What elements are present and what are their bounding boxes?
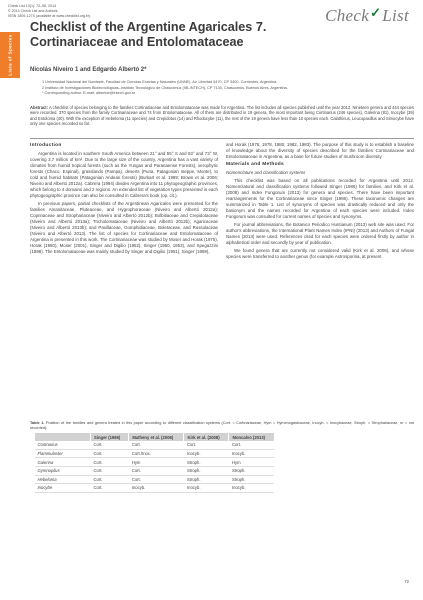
- table-cell-taxon: Inocybe: [35, 484, 91, 493]
- logo-word-check: Check: [325, 6, 370, 25]
- intro-paragraph-2: In previous papers, partial checklists of the Argentinean Agaricales were presented for the families Amanitaceae, Pluteaceae, and Hygrophoraceae (Niveiro and Albertó 2012a); Coprinaceae and Strophariaceae (Niveiro and Albertó 2012b); Bolbitiaceae and Crepidotaceae (Niveiro and Albertó 2013a); Tricholomataceae (Niveiro and Albertó 2012b); Agaricaceae (Niveiro and Albertó 2013b); and Paxillaceae, Gomphidiaceae, Boletaceae, and Russulaceae (Niveiro and Albertó 2013). The list of species for Cortinariaceae and Entolomataceae of Argentina is presented in this work. The Cortinariaceae was studied by Moser and Horak (1975), Horak (1980), Moser (2001), Singer and Digilio (1952), Singer (1950, 1953), and Spegazzini (1898). The Entolomataceae was mainly studied by Singer and Digilio (1951), Singer (1969),: [30, 201, 218, 254]
- check-mark-icon: ✓: [370, 5, 382, 20]
- table-header-cell: Kirk et al. (2008): [184, 433, 229, 441]
- affiliation-2: 2 Instituto de Investigaciones Biotecnológicas–Instituto Tecnológico de Chascomús (IIB-INTECH), CP 7130, Chascomús, Buenos Aires, Argentina.: [42, 85, 288, 90]
- article-title: Checklist of the Argentine Agaricales 7. Cortinariaceae and Entolomataceae: [30, 20, 267, 49]
- table-row: [35, 484, 275, 493]
- table-cell: Inocyb.: [229, 449, 274, 458]
- methods-subheading: Nomenclature and classification systems: [226, 170, 306, 175]
- table-row: [35, 475, 275, 484]
- journal-citation: Check List 10(1): 72–96, 2014: [8, 4, 57, 8]
- table-row: [35, 441, 275, 449]
- table-cell: Cort.: [229, 441, 274, 449]
- table-cell: Inocyb.: [129, 484, 184, 493]
- table-cell: Cort.: [91, 449, 129, 458]
- table-header-row: [35, 433, 275, 441]
- abstract: [30, 105, 414, 131]
- right-column: [226, 142, 414, 420]
- table-cell-taxon: Cortinarius: [35, 441, 91, 449]
- journal-copyright: © 2014 Check List and Authors: [8, 9, 58, 13]
- table-header-cell: Moncalvo (2013): [229, 433, 274, 441]
- table-cell: Stroph.: [229, 466, 274, 475]
- table-cell-taxon: Flammulaster: [35, 449, 91, 458]
- table-cell: Stroph.: [184, 466, 229, 475]
- page-number: 72: [404, 579, 409, 584]
- intro-paragraph-1: Argentina is located in southern South America between 21° and 55° S and 53° and 73° W, covering 3.7 million of km². Due to the large size of the country, Argentina has a vast variety of climates from humid tropical forests (such as the Yungas and Paranaense Forests), xerophytic forests (Chaco, Espinal), grasslands (Pampa), deserts (Puna, Patagonian steppe, Monte), to cold and humid habitats (Patagonian Andean forests) (Burkart et al. 1999; Brown et al. 2006; Niveiro and Albertó 2012a). Cabrera (1994) divides Argentina into 11 phytogeographic provinces, which belong to 4 domains and 2 regions. An extended list of vegetation types presented in each phytogeographic province can also be consulted in Cabrera's book (op. cit.).: [30, 151, 218, 198]
- table-cell: Cort.: [91, 475, 129, 484]
- abstract-text: A checklist of species belonging to the families Cortinariaceae and Entolomataceae was made for Argentina. The list includes all species published until the year 2012. Nineteen genera and 444 species were recorded. 370 species from the family Cortinariaceae and 74 from Entolomataceae. All of them are distributed in 19 genera, the most important being Cortinarius (246 species), Galerina (81), Inocybe (39) and Entoloma (40). With the exception of Hebeloma (11 species) and Crepidotus (14) and Rhodocybe (11), the rest of the 19 genera have less than 10 species each. Calathinus, Leucopaxillus and Simocybe have only one species recorded so far.: [30, 105, 414, 127]
- abstract-label: Abstract:: [30, 105, 48, 110]
- table-cell: Hym: [229, 458, 274, 467]
- table-cell: Cort.: [184, 441, 229, 449]
- introduction-heading: Introduction: [30, 143, 62, 148]
- table-cell: Cort.: [129, 441, 184, 449]
- table-cell: Cort.: [91, 441, 129, 449]
- table-header-cell: [35, 433, 91, 441]
- section-tab-label: Lists of Species: [7, 34, 13, 76]
- journal-meta: [8, 4, 168, 19]
- table-cell: Cort.: [129, 475, 184, 484]
- left-column: [30, 142, 218, 420]
- table-cell: Inocyb.: [184, 449, 229, 458]
- table-cell: Stroph.: [184, 475, 229, 484]
- table-cell: Cort./Inoc.: [129, 449, 184, 458]
- table-cell: Cort.: [91, 484, 129, 493]
- table-header-cell: Singer (1986): [91, 433, 129, 441]
- article-authors: Nicolás Niveiro 1 and Edgardo Albertó 2*: [30, 67, 147, 73]
- table-header-cell: Matheny et al. (2006): [129, 433, 184, 441]
- table-caption-text: Position of the families and genera treated in this paper according to different classification systems (Cort. = Cortinariaceae, Hym = Hymenogastraceae, Inocyb. = Inocybaceae, Stroph. = Strophariaceae, nr = not recorded).: [30, 421, 414, 431]
- table-cell: Inocyb.: [229, 484, 274, 493]
- corresponding-author: * Corresponding author. E-mail: albertoe@intech.gov.ar: [42, 91, 136, 96]
- table-cell: Cort.: [129, 466, 184, 475]
- table-cell: Inocyb.: [184, 484, 229, 493]
- table-cell: Cort.: [91, 458, 129, 467]
- table-caption: [30, 421, 414, 431]
- table-row: [35, 466, 275, 475]
- table-cell-taxon: Hebeloma: [35, 475, 91, 484]
- logo-word-list: List: [382, 6, 409, 25]
- intro-continuation: and Horak (1976, 1978, 1980, 1982, 1983). The purpose of this study is to establish a baseline of knowledge about the diversity of species described for the families Cortinariaceae and Entolomataceae in Argentina, as a base for future studies of mushroom diversity.: [226, 142, 414, 159]
- journal-logo: [325, 6, 409, 26]
- affiliations: [42, 80, 332, 97]
- methods-paragraph-2: For journal abbreviations, the Botanico Periodico Huntianum (2013) web site was used. For author's abbreviations, the International Plant Names Index (IPNI) (2013) and Authors of Fungal Names (2013) were used. References cited for each species were ordered firstly by author in alphabetical order and secondly by year of publication.: [226, 222, 414, 245]
- classification-table: [34, 433, 274, 493]
- table-row: [35, 458, 275, 467]
- section-tab: [0, 32, 20, 78]
- table-caption-label: Table 1.: [30, 421, 45, 425]
- divider: [30, 138, 414, 139]
- journal-issn: ISSN 1809-127X (available at www.checklist.org.br): [8, 14, 91, 18]
- methods-paragraph-1: This checklist was based on all publications recorded for Argentina until 2012. Nomenclatural and classification systems followed Singer (1986) for families, and Kirk et al. (2008) and Index Fungorum (2013) for genera and species. There have been important rearrangements for the Cortinariaceae since Singer (1986). These taxonomic changes are summarized in Table 1. List of synonyms of species was drastically reduced and only the basionym and the names recorded for Argentina of each species were included. Index Fungorum was consulted for current names of species and synonyms.: [226, 178, 414, 219]
- table-cell: Cort.: [91, 466, 129, 475]
- affiliation-1: 1 Universidad Nacional del Nordeste, Facultad de Ciencias Exactas y Naturales (UNNE). Av. Libertad 5470, CP 3400, Corrientes, Argentina.: [42, 80, 278, 84]
- table-cell: Hym: [129, 458, 184, 467]
- methods-heading: Materials and Methods: [226, 162, 285, 167]
- table-row: [35, 449, 275, 458]
- table-cell: Stroph.: [184, 458, 229, 467]
- table-cell-taxon: Gymnopilus: [35, 466, 91, 475]
- methods-paragraph-3: We found genera that are currently not considered valid (Kirk et al. 2008), and whose species were transferred to another genus (for example Astrosporina, at present: [226, 248, 414, 259]
- table-cell: Stroph.: [229, 475, 274, 484]
- table-cell-taxon: Galerina: [35, 458, 91, 467]
